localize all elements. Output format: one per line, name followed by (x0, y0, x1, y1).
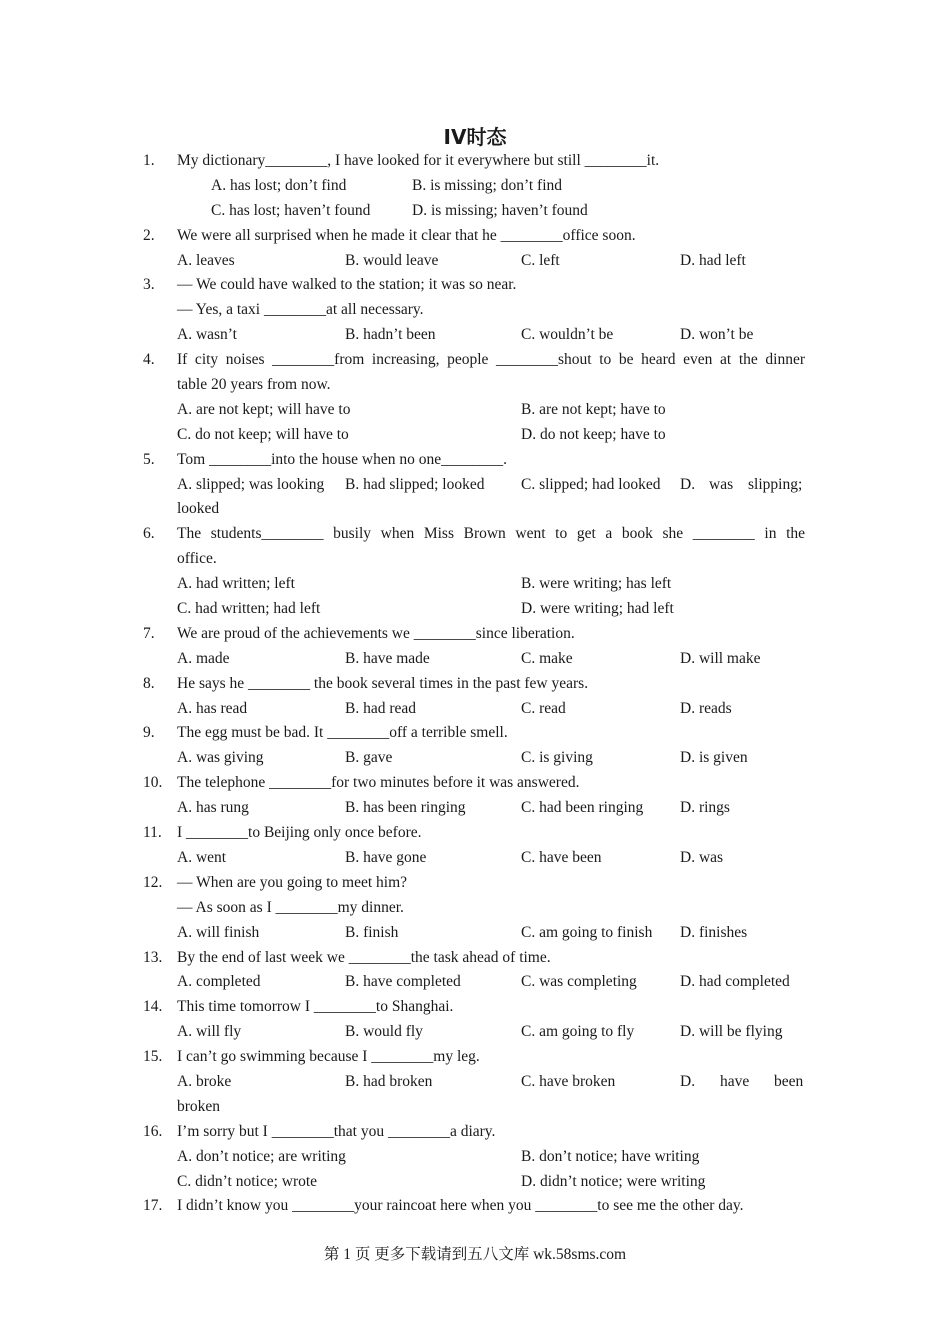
question-11 (0, 821, 950, 846)
options-row (0, 473, 950, 498)
option-d: D. had completed (680, 973, 790, 991)
option-d: D. is given (680, 749, 748, 767)
option-c: C. had been ringing (521, 799, 644, 817)
question-4 (0, 348, 950, 373)
question-number: 2. (143, 226, 155, 244)
question-14 (0, 995, 950, 1020)
question-number: 7. (143, 624, 155, 642)
question-text: The egg must be bad. It ________off a terrible smell. (177, 724, 508, 742)
question-number: 14. (143, 998, 163, 1016)
option-a: A. leaves (177, 251, 235, 269)
question-text: He says he ________ the book several times in the past few years. (177, 674, 589, 692)
question-number: 10. (143, 774, 163, 792)
question-number: 16. (143, 1122, 163, 1140)
question-8 (0, 672, 950, 697)
option-a: A. will fly (177, 1023, 242, 1041)
option-b: B. gave (345, 749, 393, 767)
options-row-wrap (0, 1095, 950, 1120)
option-c: C. am going to finish (521, 923, 653, 941)
question-number: 1. (143, 152, 155, 169)
options-row (0, 572, 950, 597)
options-row (0, 1020, 950, 1045)
option-b: B. were writing; has left (521, 575, 672, 593)
options-row (0, 970, 950, 995)
question-text-line-2 (0, 298, 950, 323)
option-d-letter: D. (680, 1072, 696, 1090)
question-text: We are proud of the achievements we ________since liberation. (177, 624, 575, 642)
question-text: By the end of last week we ________the task ahead of time. (177, 948, 551, 966)
question-5 (0, 448, 950, 473)
question-text: I ________to Beijing only once before. (177, 824, 422, 842)
option-c: C. am going to fly (521, 1023, 635, 1041)
question-text: This time tomorrow I ________to Shanghai. (177, 998, 454, 1016)
question-13 (0, 946, 950, 971)
options-row (0, 921, 950, 946)
option-c: C. left (521, 251, 560, 269)
options-row (0, 174, 950, 199)
question-number: 13. (143, 948, 163, 966)
option-a: A. wasn’t (177, 326, 237, 344)
question-text: — When are you going to meet him? (177, 873, 408, 891)
option-b: B. have gone (345, 848, 427, 866)
option-a: A. was giving (177, 749, 264, 767)
options-row (0, 647, 950, 672)
option-d: D. reads (680, 699, 732, 717)
option-d-word: slipping; (748, 475, 803, 493)
option-d-letter: D. (680, 475, 696, 493)
option-a: A. broke (177, 1072, 232, 1090)
option-b: B. don’t notice; have writing (521, 1147, 700, 1165)
question-number: 5. (143, 450, 155, 468)
question-text: I can’t go swimming because I ________my leg. (177, 1048, 480, 1066)
question-text: The telephone ________for two minutes before it was answered. (177, 774, 580, 792)
option-b: B. have completed (345, 973, 461, 991)
question-12 (0, 871, 950, 896)
option-a: A. are not kept; will have to (177, 400, 351, 418)
options-row (0, 1145, 950, 1170)
question-number: 15. (143, 1048, 163, 1066)
option-c: C. didn’t notice; wrote (177, 1172, 318, 1190)
question-3 (0, 273, 950, 298)
question-number: 12. (143, 873, 163, 891)
option-c: C. read (521, 699, 566, 717)
option-d: D. finishes (680, 923, 748, 941)
page-title: IV时态 (443, 125, 507, 149)
question-number: 6. (143, 525, 155, 543)
option-d: D. won’t be (680, 326, 754, 344)
option-a: A. completed (177, 973, 261, 991)
options-row (0, 1170, 950, 1195)
options-row (0, 1070, 950, 1095)
options-row (0, 597, 950, 622)
options-row (0, 398, 950, 423)
options-row (0, 746, 950, 771)
option-a: A. slipped; was looking (177, 475, 325, 493)
page-footer: 第 1 页 更多下载请到五八文库 wk.58sms.com (323, 1246, 627, 1263)
question-number: 8. (143, 674, 155, 692)
option-a: A. has lost; don’t find (211, 176, 347, 194)
question-text: We were all surprised when he made it clear that he ________office soon. (177, 226, 636, 244)
option-b: B. finish (345, 923, 399, 941)
question-number: 4. (143, 351, 155, 369)
option-a: A. has read (177, 699, 248, 717)
option-d: D. rings (680, 799, 730, 817)
question-10 (0, 771, 950, 796)
option-d: D. didn’t notice; were writing (521, 1172, 706, 1190)
options-row (0, 249, 950, 274)
question-6 (0, 522, 950, 547)
option-d: D. was (680, 848, 724, 866)
option-c: C. make (521, 649, 573, 667)
option-d: D. will make (680, 649, 761, 667)
option-b: B. had slipped; looked (345, 475, 485, 493)
option-c: C. had written; had left (177, 600, 321, 618)
question-number: 3. (143, 276, 155, 294)
question-text: — Yes, a taxi ________at all necessary. (177, 301, 424, 319)
option-d-word: was (709, 475, 734, 493)
option-b: B. would fly (345, 1023, 423, 1041)
options-row (0, 846, 950, 871)
option-b: B. hadn’t been (345, 326, 436, 344)
question-text: I didn’t know you ________your raincoat here when you ________to see me the other day. (177, 1197, 744, 1215)
option-c: C. has lost; haven’t found (211, 201, 371, 219)
question-text: Tom ________into the house when no one________. (177, 450, 507, 468)
question-number: 11. (143, 824, 162, 842)
question-16 (0, 1120, 950, 1145)
option-a: A. will finish (177, 923, 260, 941)
question-text-line-2 (0, 547, 950, 572)
option-b: B. have made (345, 649, 430, 667)
question-1 (0, 149, 950, 174)
option-b: B. are not kept; have to (521, 400, 666, 418)
option-d: D. will be flying (680, 1023, 783, 1041)
question-text: office. (177, 550, 217, 568)
option-b: B. had read (345, 699, 417, 717)
question-2 (0, 224, 950, 249)
question-15 (0, 1045, 950, 1070)
question-9 (0, 721, 950, 746)
option-a: A. don’t notice; are writing (177, 1147, 346, 1165)
option-d-word: looked (177, 500, 220, 518)
option-b: B. had broken (345, 1072, 433, 1090)
question-text: — We could have walked to the station; it was so near. (177, 276, 517, 294)
option-a: A. made (177, 649, 230, 667)
option-d: D. do not keep; have to (521, 425, 666, 443)
question-number: 9. (143, 724, 155, 742)
question-text-line-2 (0, 373, 950, 398)
option-d: D. is missing; haven’t found (412, 201, 588, 219)
options-row (0, 199, 950, 224)
options-row-wrap (0, 497, 950, 522)
option-d-word: have (720, 1072, 750, 1090)
option-d: D. were writing; had left (521, 600, 674, 618)
option-d-word: been (774, 1072, 804, 1090)
option-c: C. have broken (521, 1072, 616, 1090)
question-17 (0, 1194, 950, 1219)
option-d: D. had left (680, 251, 746, 269)
options-row (0, 323, 950, 348)
question-text: The students________ busily when Miss Brown went to get a book she ________ in the (177, 525, 805, 543)
option-b: B. has been ringing (345, 799, 466, 817)
option-a: A. had written; left (177, 575, 295, 593)
question-list (0, 149, 950, 1219)
option-d-word: broken (177, 1097, 221, 1115)
question-7 (0, 622, 950, 647)
options-row (0, 796, 950, 821)
question-text: My dictionary________, I have looked for it everywhere but still ________it. (177, 152, 660, 169)
question-number: 17. (143, 1197, 163, 1215)
option-c: C. wouldn’t be (521, 326, 614, 344)
option-b: B. would leave (345, 251, 439, 269)
options-row (0, 423, 950, 448)
question-text: table 20 years from now. (177, 376, 331, 394)
option-a: A. has rung (177, 799, 249, 817)
option-a: A. went (177, 848, 227, 866)
option-c: C. slipped; had looked (521, 475, 661, 493)
question-text-line-2 (0, 896, 950, 921)
option-b: B. is missing; don’t find (412, 176, 562, 194)
options-row (0, 697, 950, 722)
option-c: C. have been (521, 848, 602, 866)
question-text: If city noises ________from increasing, people ________shout to be heard even at the dinner (177, 351, 805, 369)
option-c: C. is giving (521, 749, 593, 767)
question-text: I’m sorry but I ________that you ________a diary. (177, 1122, 496, 1140)
option-c: C. do not keep; will have to (177, 425, 349, 443)
question-text: — As soon as I ________my dinner. (177, 898, 404, 916)
option-c: C. was completing (521, 973, 637, 991)
